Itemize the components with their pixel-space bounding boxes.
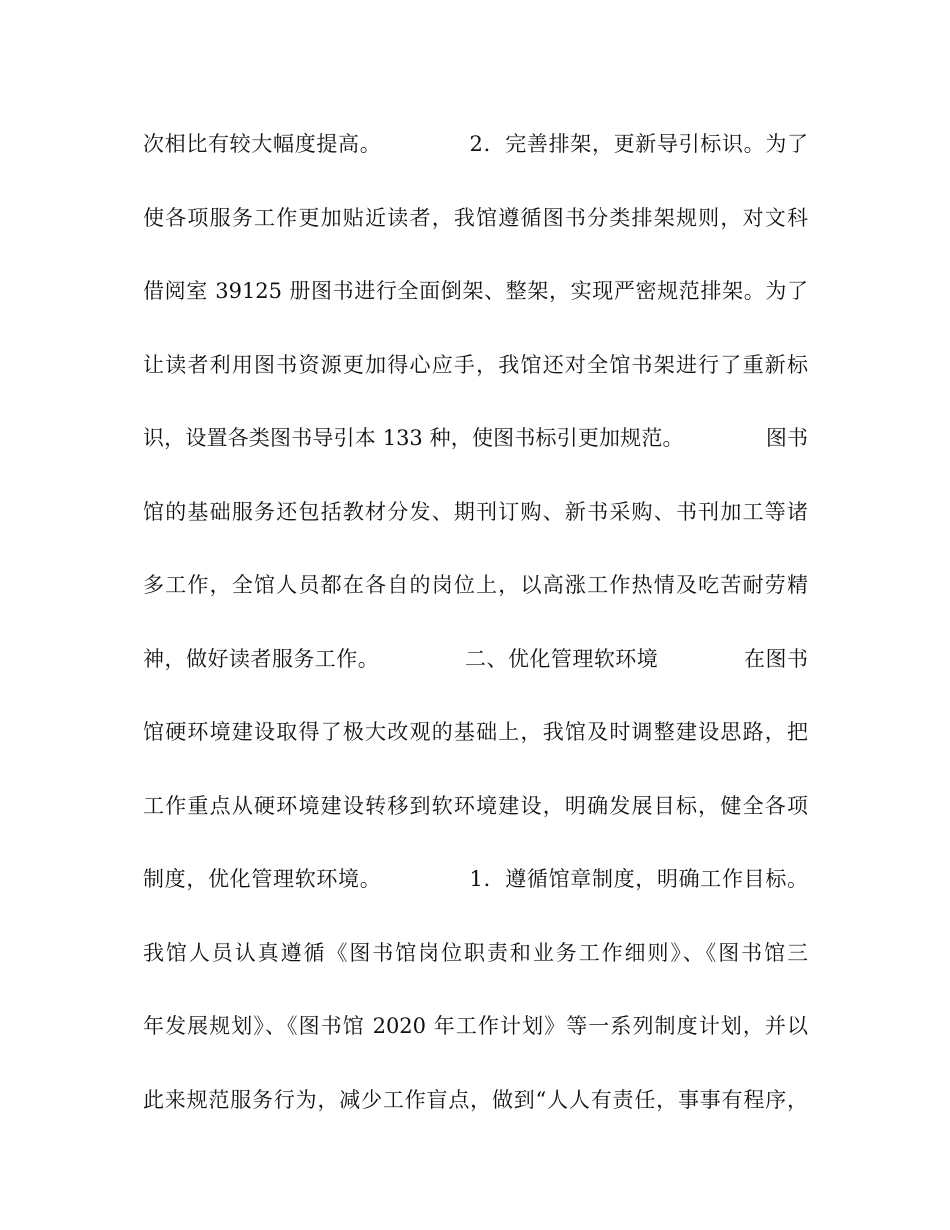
text-line-7: 多工作，全馆人员都在各自的岗位上，以高涨工作热情及吃苦耐劳精 (143, 573, 808, 597)
text-line-9: 馆硬环境建设取得了极大改观的基础上，我馆及时调整建设思路，把 (143, 720, 808, 744)
text-line-3: 借阅室 39125 册图书进行全面倒架、整架，实现严密规范排架。为了 (143, 279, 808, 303)
text-line-4: 让读者利用图书资源更加得心应手，我馆还对全馆书架进行了重新标 (143, 352, 808, 377)
text-line-12: 我馆人员认真遵循《图书馆岗位职责和业务工作细则》、《图书馆三 (143, 940, 808, 965)
text-line-5: 识，设置各类图书导引本 133 种，使图书标引更加规范。 图书 (143, 426, 808, 450)
text-line-8: 神，做好读者服务工作。 二、优化管理软环境 在图书 (143, 646, 808, 671)
text-line-13: 年发展规划》、《图书馆 2020 年工作计划》等一系列制度计划，并以 (143, 1014, 808, 1038)
text-line-2: 使各项服务工作更加贴近读者，我馆遵循图书分类排架规则，对文科 (143, 205, 808, 230)
text-line-11: 制度，优化管理软环境。 1．遵循馆章制度，明确工作目标。 (143, 867, 808, 891)
text-line-10: 工作重点从硬环境建设转移到软环境建设，明确发展目标，健全各项 (143, 793, 808, 818)
text-line-14: 此来规范服务行为，减少工作盲点，做到“人人有责任，事事有程序， (143, 1087, 808, 1112)
body-text (143, 123, 808, 1152)
text-line-6: 馆的基础服务还包括教材分发、期刊订购、新书采购、书刊加工等诸 (143, 499, 808, 524)
text-line-1: 次相比有较大幅度提高。 2．完善排架，更新导引标识。为了 (143, 132, 808, 156)
